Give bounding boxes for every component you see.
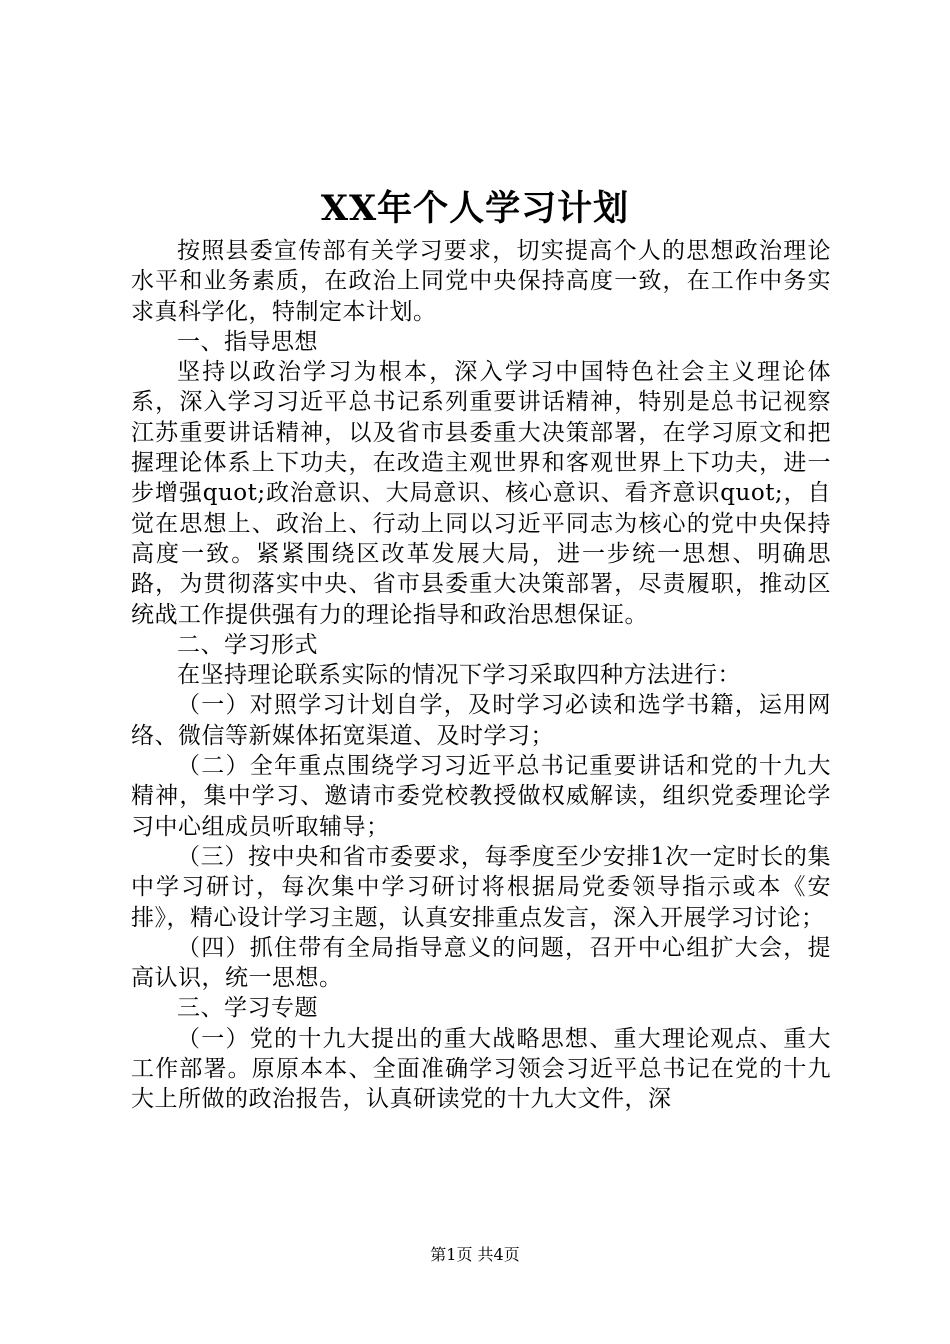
study-form-intro: 在坚持理论联系实际的情况下学习采取四种方法进行： <box>177 662 741 689</box>
page-footer: 第1页 共4页 <box>430 1245 520 1264</box>
section-heading-study-topics: 三、学习专题 <box>177 995 318 1022</box>
study-form-item-2: （二）全年重点围绕学习习近平总书记重要讲话和党的十九大精神，集中学习、邀请市委党校教授做权威解读，组织党委理论学习中心组成员听取辅导； <box>131 753 831 840</box>
document-body <box>131 236 831 1115</box>
guiding-thought-paragraph: 坚持以政治学习为根本，深入学习中国特色社会主义理论体系，深入学习习近平总书记系列重要讲话精神，特别是总书记视察江苏重要讲话精神，以及省市县委重大决策部署，在学习原文和把握理论体系上下功夫，在改造主观世界和客观世界上下功夫，进一步增强quot;政治意识、大局意识、核心意识、看齐意识quot;，自觉在思想上、政治上、行动上同以习近平同志为核心的党中央保持高度一致。紧紧围绕区改革发展大局，进一步统一思想、明确思路，为贯彻落实中央、省市县委重大决策部署，尽责履职，推动区统战工作提供强有力的理论指导和政治思想保证。 <box>131 359 831 628</box>
study-form-item-3: （三）按中央和省市委要求，每季度至少安排1次一定时长的集中学习研讨，每次集中学习研讨将根据局党委领导指示或本《安排》，精心设计学习主题，认真安排重点发言，深入开展学习讨论； <box>131 843 831 931</box>
study-form-item-4: （四）抓住带有全局指导意义的问题，召开中心组扩大会，提高认识，统一思想。 <box>131 934 831 992</box>
study-form-item-1: （一）对照学习计划自学，及时学习必读和选学书籍，运用网络、微信等新媒体拓宽渠道、及时学习； <box>131 692 831 749</box>
intro-paragraph: 按照县委宣传部有关学习要求，切实提高个人的思想政治理论水平和业务素质，在政治上同党中央保持高度一致，在工作中务实求真科学化，特制定本计划。 <box>131 238 831 325</box>
section-heading-guiding-thought: 一、指导思想 <box>177 328 318 355</box>
document-title: XX年个人学习计划 <box>320 188 630 229</box>
section-heading-study-form: 二、学习形式 <box>177 631 318 658</box>
study-topic-item-1: （一）党的十九大提出的重大战略思想、重大理论观点、重大工作部署。原原本本、全面准确学习领会习近平总书记在党的十九大上所做的政治报告，认真研读党的十九大文件，深 <box>131 1025 831 1113</box>
